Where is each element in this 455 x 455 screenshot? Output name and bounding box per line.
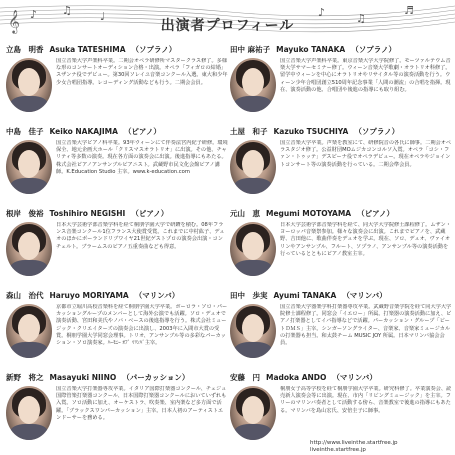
performer-card — [6, 372, 228, 455]
performer-bio: 日本大学芸術学部音楽学科を経て桐朋学園大学で研鑽を積む。08年フランス音楽コンクール1位フランス大使賞受賞。これまでに中村紘子、デュオのほかにボーランドリブワイヤ21世紀ゲストプロの演奏会出演・コンチェルト。ブラームスのピアノ五重奏曲なども得意。 — [56, 222, 225, 250]
page-title: 出演者プロフィール — [160, 18, 295, 34]
performer-photo — [230, 58, 276, 112]
svg-text:♫: ♫ — [356, 12, 366, 25]
performer-photo — [6, 304, 52, 358]
performer-name-line — [230, 126, 452, 138]
performer-bio: 国立音楽大学ピアノ科卒業。93年ウィーンにて伴奏法宮内紀子研修。環境保全、地元企画大ホール「クリスマスオラトリオ」に出演。その他、チャリティ等多数の演奏。現在各方面の演奏会に出演。後進指導にもあたる。株式会社ピアノアンサンブルピアニスト。武蔵野市民文化会館ピアノ講師。K.Education Studio 主宰。www.k-education.com — [56, 140, 228, 175]
performer-role: （ソプラノ） — [354, 127, 400, 136]
performer-name-line — [230, 44, 452, 56]
website-url-short[interactable]: liveinthe.startfree.jp — [310, 447, 366, 454]
performer-name-en: Ayumi TANAKA — [273, 291, 337, 300]
performer-role: （ピアノ） — [357, 209, 395, 218]
performer-name-jp: 土屋 和子 — [230, 127, 268, 136]
performer-name-line — [230, 290, 452, 302]
performer-card — [6, 44, 228, 128]
performer-name-line — [6, 208, 228, 220]
performer-name-jp: 田中 麻祐子 — [230, 45, 271, 54]
performer-photo — [6, 140, 52, 194]
performer-card — [6, 208, 228, 292]
svg-text:♩: ♩ — [100, 10, 106, 23]
performer-name-en: Asuka TATESHIMA — [49, 45, 126, 54]
svg-text:♪: ♪ — [318, 6, 326, 19]
performer-card — [230, 208, 452, 292]
performer-role: （ピアノ） — [123, 127, 161, 136]
performer-name-en: Masayuki NIINO — [49, 373, 117, 382]
svg-text:♬: ♬ — [404, 4, 414, 17]
performer-bio: 桐朋女子高等学校を経て桐朋学園大学卒業。研究科修了。卒業演奏会、読売新人演奏会等に出演。現在、市内「リビングミュージック」を主宰。フリーのマリンバ奏者として活動する傍ら、音楽教室で後進の指導にもあたる。マリンバを島山宏氏、安倍圭子に師事。 — [280, 386, 452, 414]
svg-text:♪: ♪ — [30, 8, 38, 21]
performer-bio: 国立音楽大学打楽器専攻卒業。イタリア国際打楽器コンクール、チェジュ国際管楽打楽器コンクール、日本国際打楽器コンクールにおいていずれも入賞。ソロ活動に加え、オーケストラ、吹奏楽、室内楽など多方面で活躍。「ブラックスワンパーカッション」主宰。日本人初のアーティストエンドーサーを務める。 — [56, 386, 227, 421]
performer-card — [6, 290, 228, 374]
performer-name-en: Keiko NAKAJIMA — [49, 127, 118, 136]
performer-name-jp: 安藤 円 — [230, 373, 260, 382]
performer-name-jp: 元山 恵 — [230, 209, 260, 218]
header-banner — [0, 0, 455, 44]
performer-photo — [6, 386, 52, 440]
performer-name-en: Kazuko TSUCHIYA — [273, 127, 349, 136]
performer-name-line — [6, 44, 228, 56]
performer-name-jp: 立島 明香 — [6, 45, 44, 54]
performer-role: （パーカッション） — [122, 373, 190, 382]
performer-card — [6, 126, 228, 210]
performer-role: （マリンバ） — [342, 291, 387, 300]
performer-name-line — [6, 372, 228, 384]
performer-name-en: Toshihiro NEGISHI — [49, 209, 126, 218]
website-footer — [310, 440, 398, 454]
performer-name-en: Megumi MOTOYAMA — [266, 209, 352, 218]
performer-photo — [230, 140, 276, 194]
performer-name-jp: 田中 歩実 — [230, 291, 268, 300]
performer-role: （マリンバ） — [332, 373, 377, 382]
svg-text:𝄞: 𝄞 — [8, 9, 20, 33]
performer-card — [230, 126, 452, 210]
performer-name-en: Haruyo MORIYAMA — [49, 291, 129, 300]
performer-name-jp: 根岸 俊裕 — [6, 209, 44, 218]
performer-name-jp: 新野 将之 — [6, 373, 44, 382]
performer-photo — [230, 386, 276, 440]
performer-photo — [6, 222, 52, 276]
performer-card — [230, 290, 452, 374]
performer-photo — [6, 58, 52, 112]
performer-role: （ピアノ） — [131, 209, 169, 218]
performer-name-line — [6, 290, 228, 302]
website-url[interactable]: http://www.liveinthe.startfree.jp — [310, 440, 398, 446]
performer-name-en: Madoka ANDO — [266, 373, 327, 382]
performer-name-en: Mayuko TANAKA — [276, 45, 346, 54]
performer-bio: 国立音楽大学声楽科卒業。東京音楽大学大学院修了。モーツァルテウム音楽大学サマーセミナー修了。ウィーン音楽大学歌劇・オラトリオ科修了。留学中ウィーンを中心にオラトリオやリサイタル等の演奏活動を行う。ウィーン少年合唱団創立510周年記念事業「人間の潮流」の合唱を指揮。現在、演奏活動の他、合唱団や後進の指導にも取り組む。 — [280, 58, 451, 93]
performer-photo — [230, 304, 276, 358]
performer-name-jp: 中島 佳子 — [6, 127, 44, 136]
performer-card — [230, 44, 452, 128]
performer-bio: 京都市立堀川高校音楽科を経て桐朋学園大学卒業。ボーロラ・ソロ・パーカッショングループのメンバーとして海外公演でも活躍。ソロ・デュオで演奏活動、宮田和美氏やノバ・ベースの後進指導を行う。株式会社ミュージック・クリエイターズの演奏会に出演し、2003年に入間市大賞の受賞。桐朋学園大学同窓会理事。トリオ、アンサンブル等の多彩なパーカッション・ソロ演奏家。ﾊｰﾓﾆｰ ｵﾌﾞ ﾏﾘﾝﾊﾞ主宰。 — [56, 304, 228, 346]
performer-bio: 国立音楽大学器楽学科打楽器専攻卒業。武蔵野音楽学院を経て同大学大学院修士課程修了。同窓会「イエロー」所属。打楽器の演奏活動に加え、ピアノ打楽器としてイバ指導などで活躍。パーカッション・グループ「ビートＤＭＳ」主宰。シンガーソングライター、音楽家、音楽家ミュージカルの打楽器も担当。和太鼓チーム MUSIC JOY 所属。日本マリンバ協会会員。 — [280, 304, 452, 346]
performer-role: （ソプラノ） — [131, 45, 177, 54]
performer-role: （マリンバ） — [134, 291, 180, 300]
performer-name-line — [230, 372, 452, 384]
performer-photo — [230, 222, 276, 276]
performer-bio: 日本大学芸術学部音楽学科を経て、同大学大学院修士課程修了。ムザン・ヨーロッパ音楽祭参加。様々な演奏会に出演。これまでピアノを、武蔵野、吉田他に、歌曲伴奏をデュオを学ぶ。現在、ソロ、デュオ、ヴァイオリンやアンサンブル、フルート、ソプラノ、アンサンブル等の演奏活動を行っているとともにピアノ教室主宰。 — [280, 222, 451, 257]
svg-text:♫: ♫ — [62, 4, 72, 17]
performer-bio: 国立音楽大学卒業。声楽を教室にて、研修院音の各氏に師事。二期会オペラスタジオ修了。公益財団MOムジカコンコルソ入賞。オペラ「コシ・ファン・トゥッテ」デスピーナ役でオペラデビュー。現在オペラやジョイントコンサート等の演奏活動を行っている。二期会準会員。 — [280, 140, 452, 168]
performer-name-jp: 森山 治代 — [6, 291, 44, 300]
performer-name-line — [6, 126, 228, 138]
performer-name-line — [230, 208, 452, 220]
performer-bio: 国立音楽大学声楽科卒業。二期会オペラ研修所マスタークラス修了。多様な形のコンサートオーディション合格・出演。オペラ「フィガロの結婚」スザンナ役でデビュー。第30回ソレイユ音楽コンクール入選。東大和少年少女合唱団指導。レコーディング活動なども行う。二期会会員。 — [56, 58, 228, 86]
performer-role: （ソプラノ） — [351, 45, 397, 54]
